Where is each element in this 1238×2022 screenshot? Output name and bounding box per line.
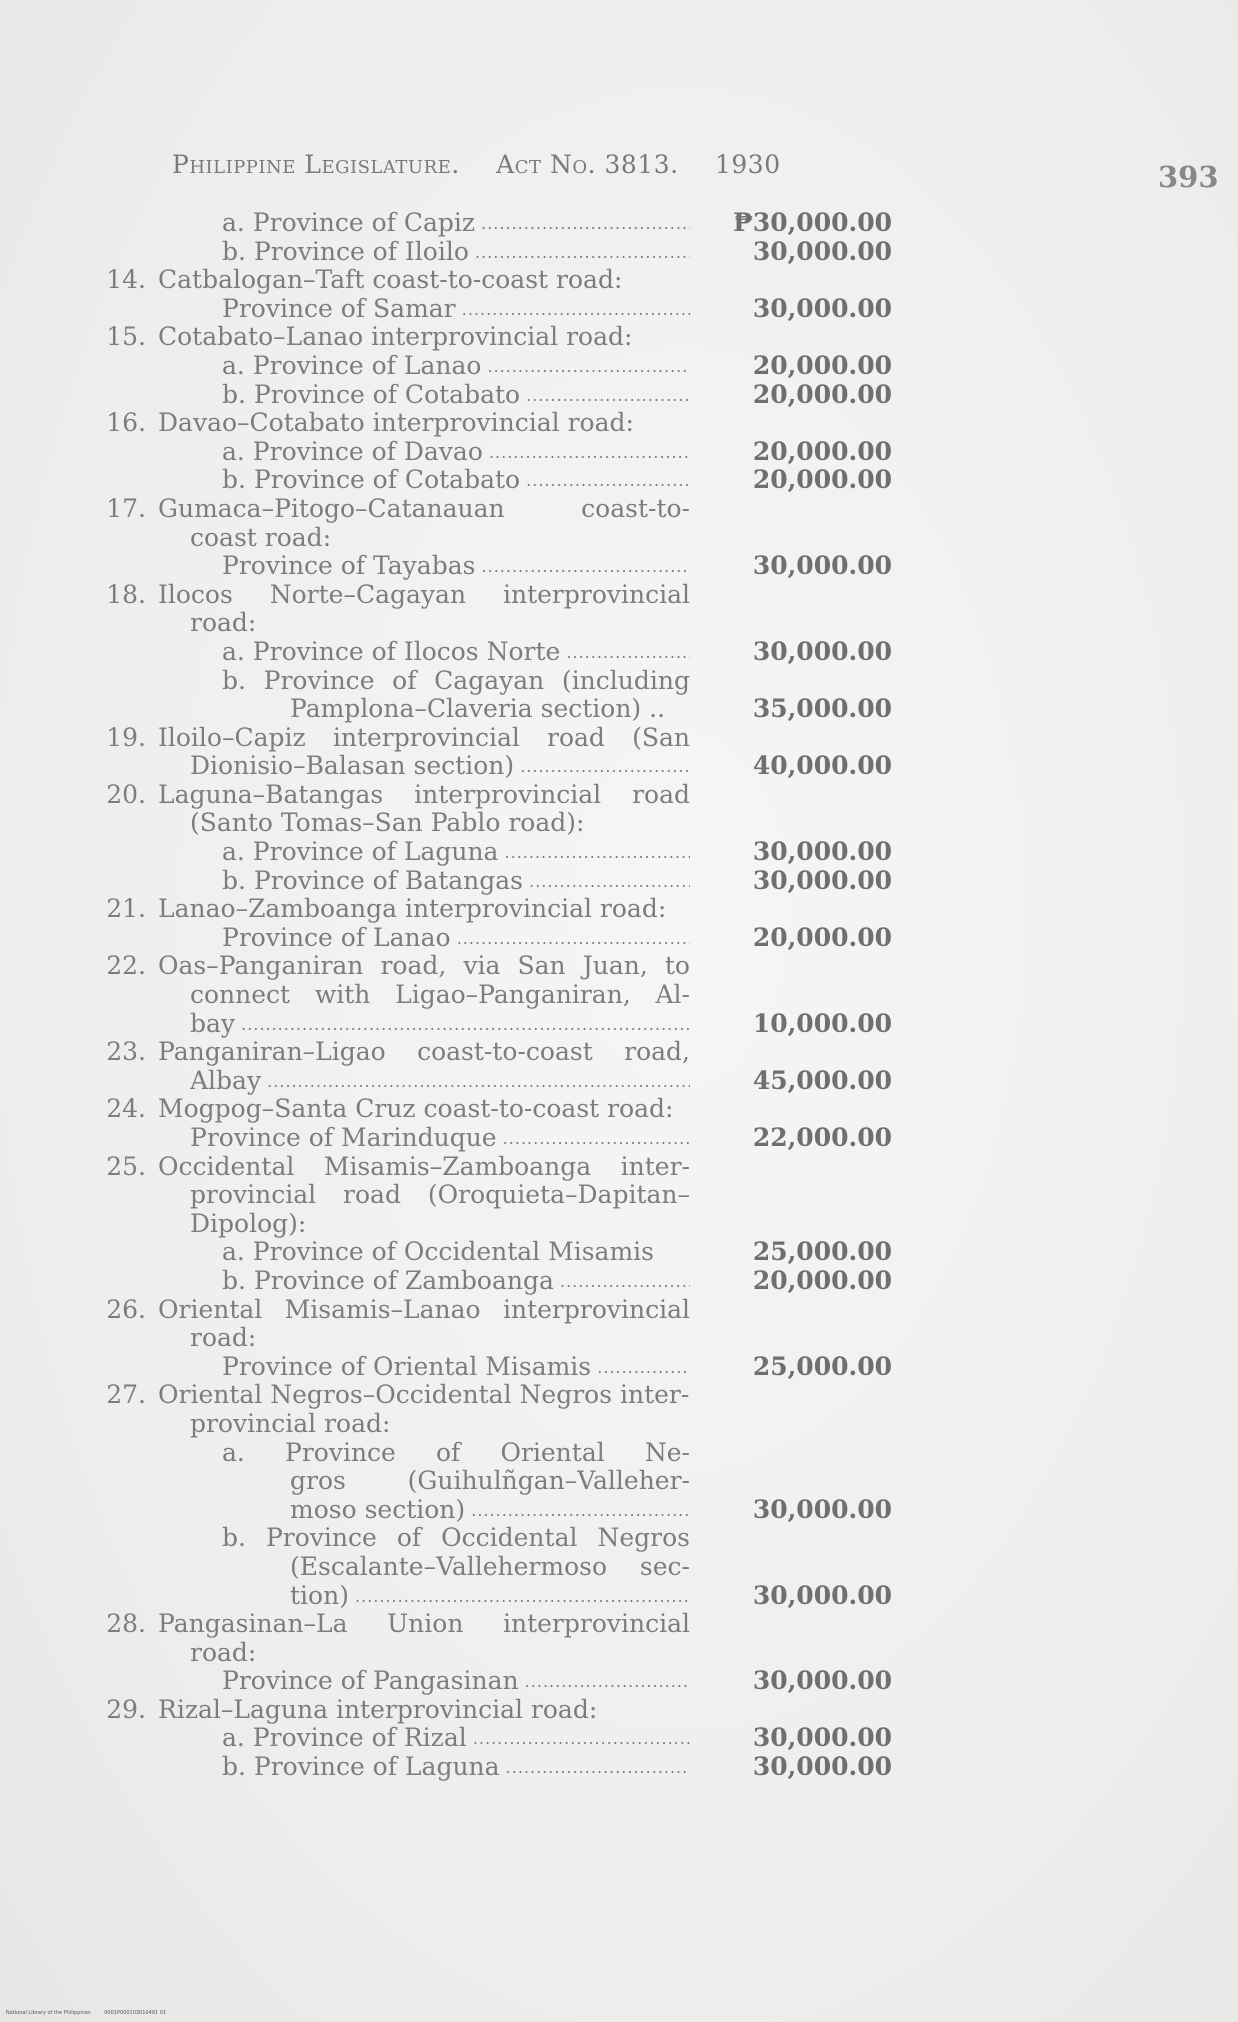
list-subitem — [0, 695, 1238, 724]
item-text: Province of Lanao ..... — [222, 924, 690, 954]
item-text: b. Province of Laguna ..... — [222, 1753, 690, 1783]
item-text: Province of Pangasinan ..... — [222, 1667, 690, 1697]
list-subitem — [0, 838, 1238, 867]
list-subitem — [0, 1353, 1238, 1382]
item-number: 21. — [106, 894, 146, 924]
list-subitem — [0, 524, 1238, 553]
item-text: tion) ..... — [290, 1582, 690, 1612]
item-text: b. Province of Cotabato ..... — [222, 466, 690, 496]
list-subitem — [0, 1753, 1238, 1782]
item-amount: 20,000.00 — [752, 1265, 892, 1295]
item-text: Mogpog–Santa Cruz coast-to-coast road: — [158, 1095, 674, 1124]
item-text: (Santo Tomas–San Pablo road): — [190, 809, 585, 838]
item-number: 19. — [106, 722, 146, 752]
list-subitem — [0, 238, 1238, 267]
item-number: 29. — [106, 1694, 146, 1724]
item-text: Dipolog): — [190, 1209, 307, 1238]
item-number: 22. — [106, 951, 146, 981]
item-text: Pangasinan–La Union interprovincial — [158, 1610, 690, 1639]
list-subitem — [0, 1181, 1238, 1210]
page-footer — [6, 2010, 178, 2016]
item-number: 18. — [106, 579, 146, 609]
item-number: 17. — [106, 493, 146, 523]
item-number: 24. — [106, 1094, 146, 1124]
item-amount: ₱30,000.00 — [733, 208, 892, 237]
list-item — [0, 1381, 1238, 1410]
item-amount: 30,000.00 — [752, 293, 892, 323]
item-text: (Escalante–Vallehermoso sec- — [290, 1552, 690, 1581]
item-text: a. Province of Rizal ..... — [222, 1724, 690, 1754]
list-subitem — [0, 552, 1238, 581]
item-text: a. Province of Capiz ..... — [222, 209, 690, 239]
item-text: Cotabato–Lanao interprovincial road: — [158, 323, 633, 352]
item-text: provincial road (Oroquieta–Dapitan– — [190, 1181, 690, 1210]
item-amount: 25,000.00 — [752, 1237, 892, 1267]
list-subitem — [0, 1496, 1238, 1525]
item-text: Province of Oriental Misamis ..... — [222, 1353, 690, 1383]
item-text: Catbalogan–Taft coast-to-coast road: — [158, 266, 623, 295]
item-text: gros (Guihulñgan–Valleher- — [290, 1467, 690, 1496]
list-subitem — [0, 1267, 1238, 1296]
list-subitem — [0, 867, 1238, 896]
item-text: b. Province of Batangas ..... — [222, 867, 690, 897]
item-text: Rizal–Laguna interprovincial road: — [158, 1695, 598, 1724]
item-number: 28. — [106, 1609, 146, 1639]
item-text: Albay ..... — [190, 1067, 690, 1097]
item-text: b. Province of Cagayan (including — [222, 666, 690, 695]
item-text: Panganiran–Ligao coast-to-coast road, — [158, 1038, 690, 1067]
item-text: road: — [190, 1324, 257, 1353]
item-text: b. Province of Zamboanga ..... — [222, 1267, 690, 1297]
header-year: 1930 — [715, 150, 781, 179]
list-subitem — [0, 609, 1238, 638]
item-amount: 40,000.00 — [752, 751, 892, 781]
item-text: Gumaca–Pitogo–Catanauan coast-to- — [158, 494, 690, 523]
item-text: Dionisio–Balasan section) ..... — [190, 752, 690, 782]
page-header — [172, 150, 809, 179]
item-text: a. Province of Ilocos Norte ..... — [222, 638, 690, 668]
item-text: Pamplona–Claveria section) .. — [290, 695, 666, 724]
item-text: Oas–Panganiran road, via San Juan, to — [158, 952, 690, 981]
item-number: 26. — [106, 1294, 146, 1324]
list-subitem — [0, 1553, 1238, 1582]
list-subitem — [0, 1324, 1238, 1353]
list-item — [0, 266, 1238, 295]
list-subitem — [0, 1667, 1238, 1696]
item-text: a. Province of Davao ..... — [222, 438, 690, 468]
list-item — [0, 581, 1238, 610]
list-subitem — [0, 638, 1238, 667]
list-subitem — [0, 352, 1238, 381]
list-subitem — [0, 1524, 1238, 1553]
item-amount: 20,000.00 — [752, 350, 892, 380]
item-amount: 22,000.00 — [752, 1123, 892, 1152]
item-amount: 10,000.00 — [752, 1008, 892, 1038]
list-item — [0, 323, 1238, 352]
item-amount: 30,000.00 — [752, 865, 892, 895]
list-subitem — [0, 924, 1238, 953]
appropriation-list — [0, 209, 1238, 1782]
list-item — [0, 409, 1238, 438]
item-number: 27. — [106, 1380, 146, 1410]
footer-code: 0001P000103010491 01 — [104, 2010, 167, 2016]
item-text: Iloilo–Capiz interprovincial road (San — [158, 723, 690, 752]
item-text: b. Province of Iloilo ..... — [222, 238, 690, 268]
item-text: coast road: — [190, 523, 332, 552]
item-amount: 30,000.00 — [752, 636, 892, 666]
item-amount: 30,000.00 — [752, 837, 892, 867]
list-subitem — [0, 1210, 1238, 1239]
item-amount: 20,000.00 — [752, 465, 892, 495]
list-subitem — [0, 1124, 1238, 1153]
item-text: Davao–Cotabato interprovincial road: — [158, 409, 634, 438]
item-amount: 30,000.00 — [752, 1494, 892, 1524]
item-text: Lanao–Zamboanga interprovincial road: — [158, 895, 667, 924]
list-subitem — [0, 295, 1238, 324]
item-text: a. Province of Oriental Ne- — [222, 1438, 690, 1467]
list-subitem — [0, 1582, 1238, 1611]
item-text: connect with Ligao–Panganiran, Al- — [190, 981, 690, 1010]
header-act: Act No. 3813. — [496, 150, 679, 179]
item-number: 25. — [106, 1151, 146, 1181]
item-text: moso section) ..... — [290, 1496, 690, 1526]
page-number: 393 — [1158, 160, 1219, 194]
footer-library: National Library of the Philippines — [6, 2010, 91, 2016]
list-subitem — [0, 1067, 1238, 1096]
item-amount: 20,000.00 — [752, 436, 892, 466]
item-amount: 20,000.00 — [752, 379, 892, 409]
item-text: Province of Samar ..... — [222, 295, 690, 325]
list-item — [0, 1296, 1238, 1325]
list-item — [0, 895, 1238, 924]
list-subitem — [0, 1439, 1238, 1468]
item-text: b. Province of Cotabato ..... — [222, 381, 690, 411]
item-text: Occidental Misamis–Zamboanga inter- — [158, 1152, 690, 1181]
list-subitem — [0, 381, 1238, 410]
list-subitem — [0, 981, 1238, 1010]
item-amount: 30,000.00 — [752, 1666, 892, 1696]
list-item — [0, 1095, 1238, 1124]
item-number: 16. — [106, 408, 146, 438]
item-number: 20. — [106, 779, 146, 809]
list-subitem — [0, 1639, 1238, 1668]
list-item — [0, 952, 1238, 981]
list-subitem — [0, 466, 1238, 495]
item-text: Laguna–Batangas interprovincial road — [158, 780, 690, 809]
list-subitem — [0, 438, 1238, 467]
list-item — [0, 724, 1238, 753]
item-text: road: — [190, 1638, 257, 1667]
item-amount: 20,000.00 — [752, 922, 892, 952]
list-item — [0, 1038, 1238, 1067]
item-text: Ilocos Norte–Cagayan interprovincial — [158, 580, 690, 609]
item-text: Province of Tayabas ..... — [222, 552, 690, 582]
item-text: Province of Marinduque ..... — [190, 1124, 690, 1154]
list-subitem — [0, 1010, 1238, 1039]
list-subitem — [0, 1724, 1238, 1753]
item-number: 23. — [106, 1037, 146, 1067]
list-item — [0, 1610, 1238, 1639]
item-amount: 30,000.00 — [752, 551, 892, 581]
item-text: bay ..... — [190, 1010, 690, 1040]
list-item — [0, 495, 1238, 524]
list-subitem — [0, 667, 1238, 696]
list-subitem — [0, 209, 1238, 238]
item-text: a. Province of Laguna ..... — [222, 838, 690, 868]
item-text: road: — [190, 609, 257, 638]
list-item — [0, 1696, 1238, 1725]
item-text: Oriental Misamis–Lanao interprovincial — [158, 1295, 690, 1324]
list-item — [0, 1153, 1238, 1182]
item-amount: 30,000.00 — [752, 236, 892, 266]
item-amount: 30,000.00 — [752, 1723, 892, 1753]
list-subitem — [0, 1410, 1238, 1439]
header-legislature: Philippine Legislature. — [172, 150, 460, 179]
item-amount: 30,000.00 — [752, 1580, 892, 1610]
item-amount: 35,000.00 — [752, 694, 892, 724]
item-text: a. Province of Occidental Misamis — [222, 1238, 654, 1267]
list-subitem — [0, 809, 1238, 838]
list-subitem — [0, 752, 1238, 781]
item-amount: 25,000.00 — [752, 1351, 892, 1381]
item-number: 14. — [106, 265, 146, 295]
item-text: provincial road: — [190, 1409, 391, 1438]
item-text: a. Province of Lanao ..... — [222, 352, 690, 382]
item-text: Oriental Negros–Occidental Negros inter- — [158, 1381, 690, 1410]
list-subitem — [0, 1238, 1238, 1267]
list-item — [0, 781, 1238, 810]
item-number: 15. — [106, 322, 146, 352]
item-text: b. Province of Occidental Negros — [222, 1524, 690, 1553]
list-subitem — [0, 1467, 1238, 1496]
item-amount: 30,000.00 — [752, 1752, 892, 1782]
item-amount: 45,000.00 — [752, 1065, 892, 1095]
